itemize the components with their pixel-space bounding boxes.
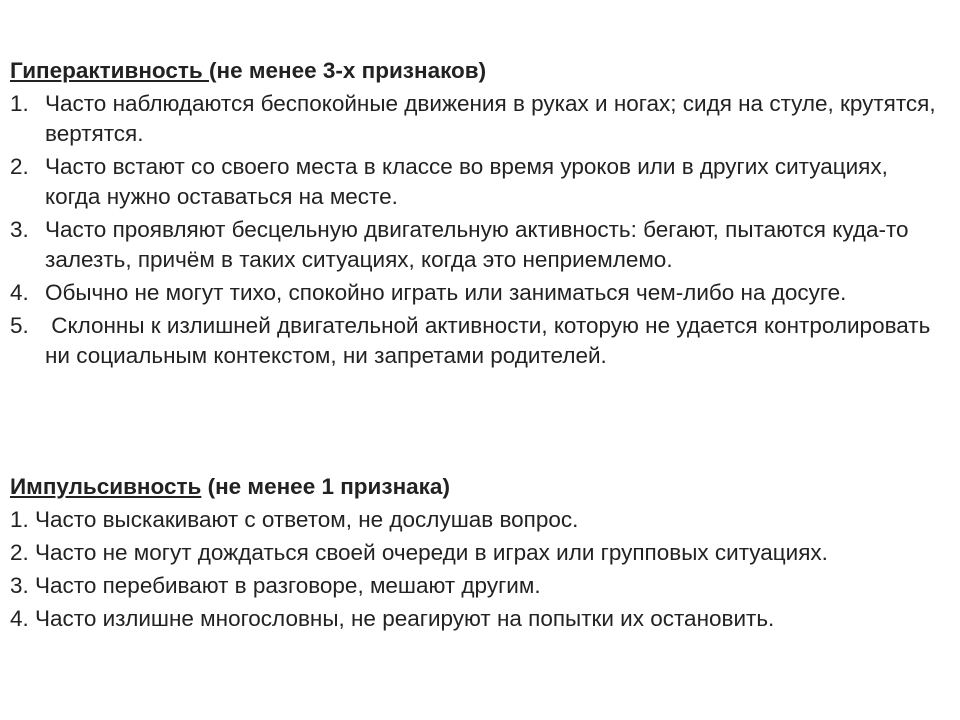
item-text: Часто встают со своего места в классе во время уроков или в других ситуациях, когда нужно оставаться на месте. xyxy=(45,154,888,209)
item-number: 3. xyxy=(10,217,29,242)
item-number: 4. xyxy=(10,280,29,305)
impulsivity-item xyxy=(10,538,940,568)
hyperactivity-item xyxy=(10,215,940,275)
item-text: Обычно не могут тихо, спокойно играть или заниматься чем-либо на досуге. xyxy=(45,280,847,305)
item-number: 2. xyxy=(10,540,36,565)
hyperactivity-item xyxy=(10,278,940,308)
item-number: 4. xyxy=(10,606,36,631)
impulsivity-heading xyxy=(10,472,940,502)
item-number: 2. xyxy=(10,154,29,179)
item-number: 5. xyxy=(10,313,29,338)
impulsivity-item xyxy=(10,505,940,535)
hyperactivity-item xyxy=(10,311,940,371)
item-text: Часто излишне многословны, не реагируют на попытки их остановить. xyxy=(35,606,775,631)
item-text: Часто не могут дождаться своей очереди в играх или групповых ситуациях. xyxy=(35,540,828,565)
item-text: Часто выскакивают с ответом, не дослушав вопрос. xyxy=(35,507,579,532)
hyperactivity-heading-underlined: Гиперактивность xyxy=(10,58,209,83)
item-number: 1. xyxy=(10,91,29,116)
hyperactivity-heading xyxy=(10,56,940,86)
impulsivity-item xyxy=(10,571,940,601)
impulsivity-heading-underlined: Импульсивность xyxy=(10,474,202,499)
item-text: Склонны к излишней двигательной активности, которую не удается контролировать ни социальным контекстом, ни запретами родителей. xyxy=(45,313,937,368)
item-number: 1. xyxy=(10,507,36,532)
item-text: Часто перебивают в разговоре, мешают другим. xyxy=(35,573,541,598)
hyperactivity-item xyxy=(10,89,940,149)
impulsivity-section xyxy=(10,472,940,637)
hyperactivity-item xyxy=(10,152,940,212)
item-number: 3. xyxy=(10,573,36,598)
item-text: Часто проявляют бесцельную двигательную активность: бегают, пытаются куда-то залезть, причём в таких ситуациях, когда это неприемлемо. xyxy=(45,217,909,272)
item-text: Часто наблюдаются беспокойные движения в руках и ногах; сидя на стуле, крутятся, вертятся. xyxy=(45,91,936,146)
impulsivity-item xyxy=(10,604,940,634)
impulsivity-heading-criteria: (не менее 1 признака) xyxy=(201,474,450,499)
hyperactivity-section xyxy=(10,56,940,374)
hyperactivity-heading-criteria: (не менее 3-х признаков) xyxy=(208,58,487,83)
